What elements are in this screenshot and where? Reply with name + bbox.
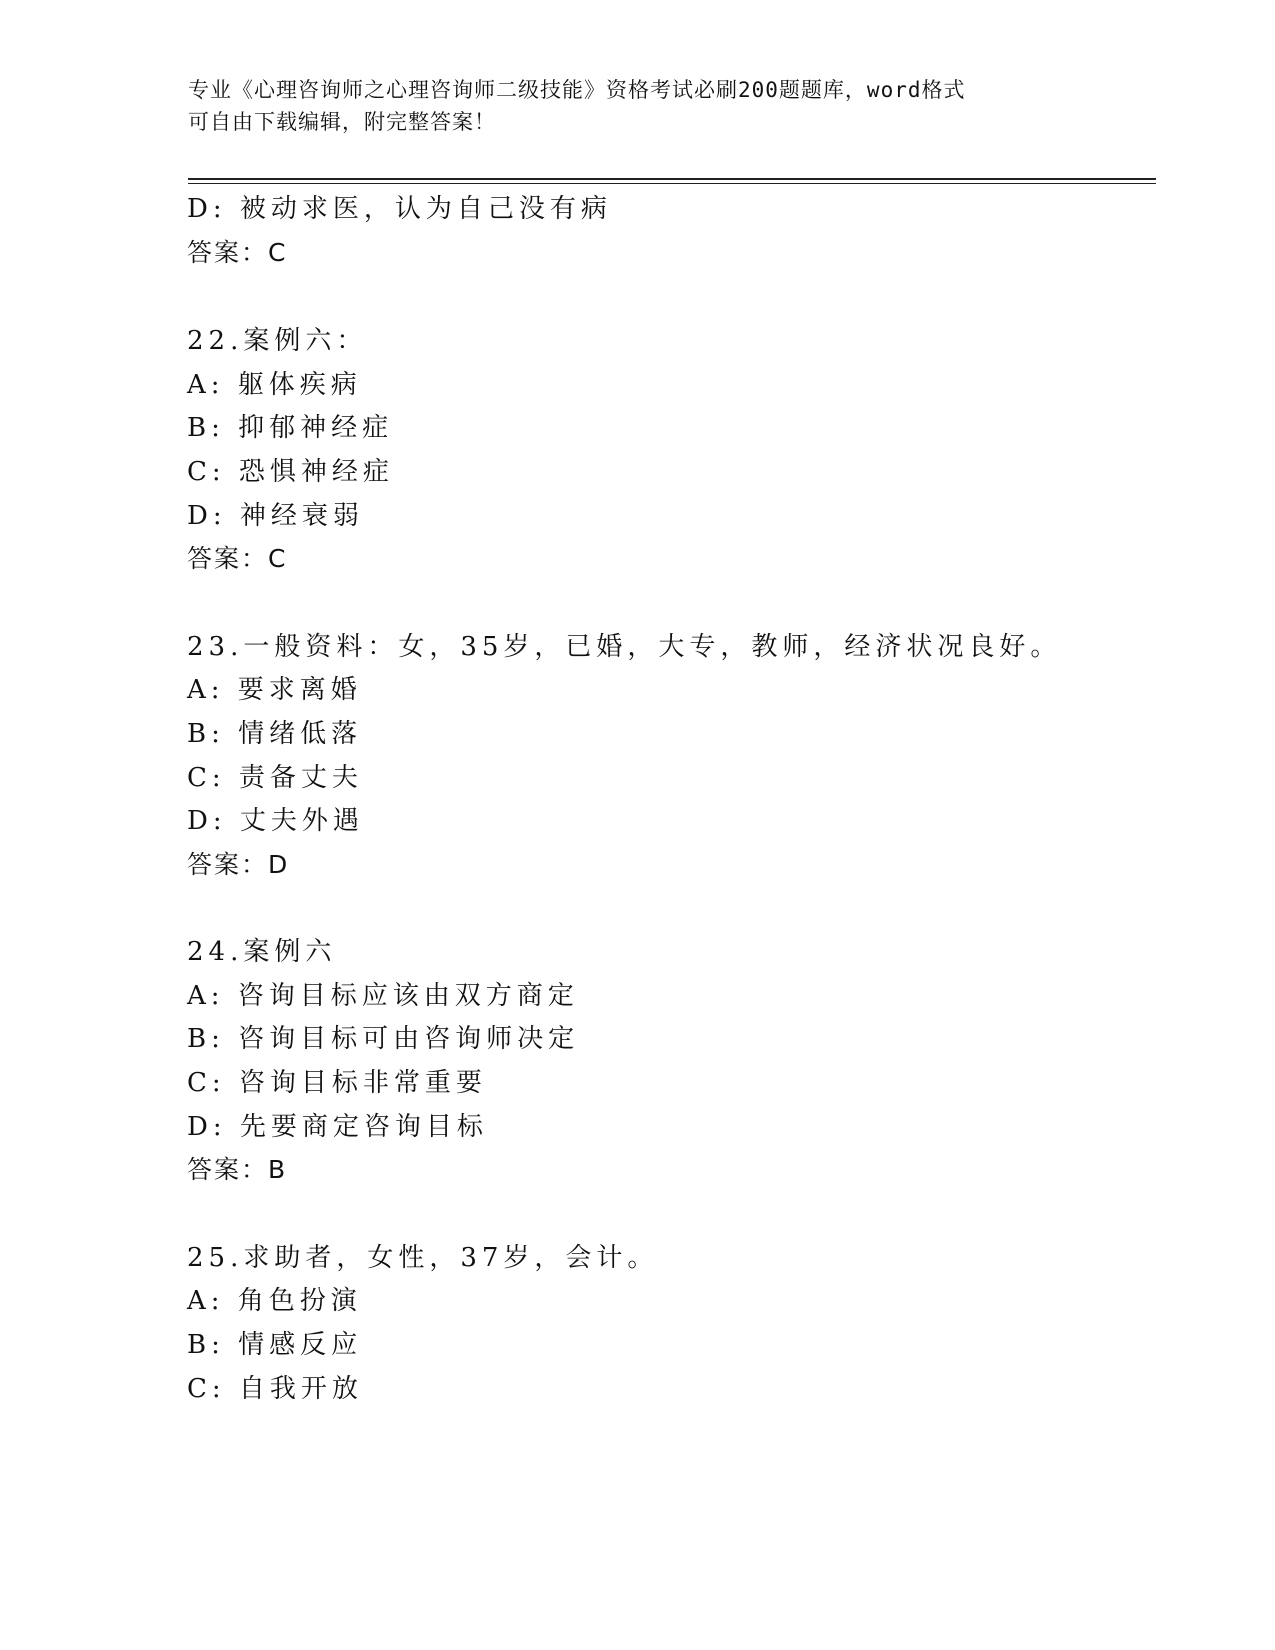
question-24: 24.案例六: [187, 937, 337, 967]
header-divider: [188, 178, 1156, 184]
document-header: [188, 74, 1088, 138]
option-25-b: B: 情感反应: [187, 1330, 363, 1360]
option-22-a: A: 躯体疾病: [187, 370, 362, 400]
header-title-line-2: 可自由下载编辑，附完整答案！: [188, 110, 496, 134]
option-22-c: C: 恐惧神经症: [187, 457, 394, 487]
option-23-a: A: 要求离婚: [187, 675, 362, 705]
option-23-c: C: 责备丈夫: [187, 763, 363, 793]
option-22-b: B: 抑郁神经症: [187, 413, 394, 443]
question-22: 22.案例六：: [187, 326, 368, 356]
option-24-b: B: 咨询目标可由咨询师决定: [187, 1024, 580, 1054]
question-23: 23.一般资料：女，35岁，已婚，大专，教师，经济状况良好。: [187, 632, 1062, 662]
option-23-d: D: 丈夫外遇: [187, 806, 364, 836]
option-24-a: A: 咨询目标应该由双方商定: [187, 981, 579, 1011]
answer-23: 答案：D: [187, 850, 290, 879]
answer-21: 答案：C: [187, 238, 288, 267]
answer-24: 答案：B: [187, 1155, 288, 1184]
header-title-line-1: 专业《心理咨询师之心理咨询师二级技能》资格考试必刷200题题库，word格式: [188, 78, 966, 102]
option-25-c: C: 自我开放: [187, 1374, 363, 1404]
option-23-b: B: 情绪低落: [187, 719, 363, 749]
answer-22: 答案：C: [187, 544, 288, 573]
option-22-d: D: 神经衰弱: [187, 501, 364, 531]
question-25: 25.求助者，女性，37岁，会计。: [187, 1243, 659, 1273]
option-24-c: C: 咨询目标非常重要: [187, 1068, 487, 1098]
option-25-a: A: 角色扮演: [187, 1286, 362, 1316]
option-24-d: D: 先要商定咨询目标: [187, 1112, 488, 1142]
option-21-d: D: 被动求医，认为自己没有病: [187, 194, 612, 224]
